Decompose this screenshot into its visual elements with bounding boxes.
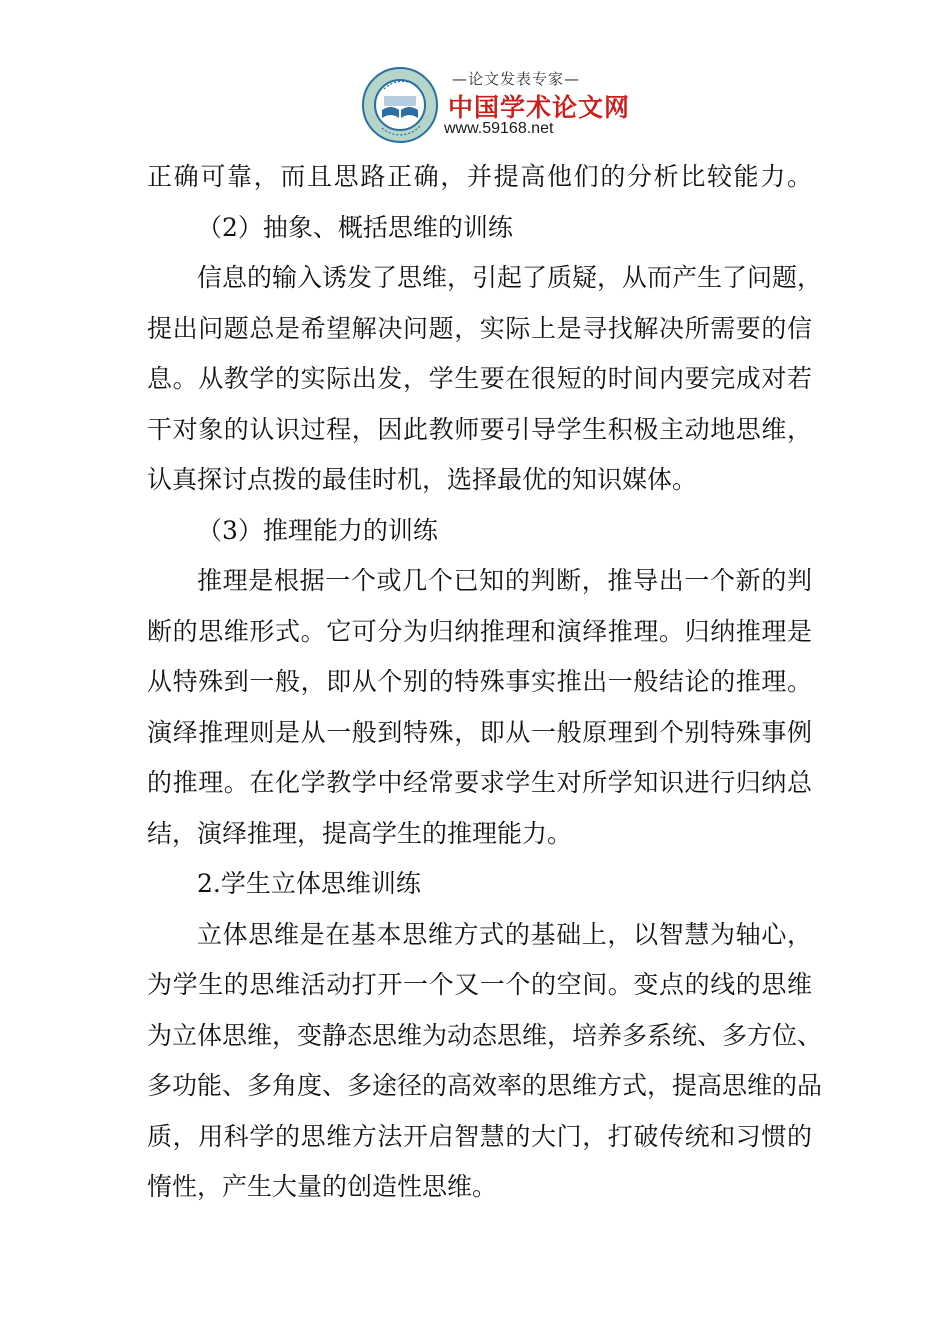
paragraph-line: 演绎推理则是从一般到特殊，即从一般原理到个别特殊事例	[147, 717, 812, 747]
paragraph-line: 推理是根据一个或几个已知的判断，推导出一个新的判	[197, 566, 812, 595]
section-heading: （3）推理能力的训练	[197, 515, 438, 545]
section-heading: 2.学生立体思维训练	[197, 869, 421, 898]
paragraph-line: 结，演绎推理，提高学生的推理能力。	[147, 818, 573, 848]
paragraph-line: 正确可靠，而且思路正确，并提高他们的分析比较能力。	[147, 162, 812, 191]
paragraph-line: 立体思维是在基本思维方式的基础上，以智慧为轴心，	[197, 919, 812, 949]
body-text	[147, 152, 823, 1213]
paragraph-line: 为学生的思维活动打开一个又一个的空间。变点的线的思维	[147, 970, 812, 999]
paragraph-line: 提出问题总是希望解决问题，实际上是寻找解决所需要的信	[147, 313, 812, 343]
paragraph-line: 质，用科学的思维方法开启智慧的大门，打破传统和习惯的	[147, 1121, 812, 1151]
site-logo[interactable]	[360, 66, 631, 144]
paragraph-line: 惰性，产生大量的创造性思维。	[147, 1172, 498, 1201]
seal-emblem-icon	[360, 66, 440, 144]
paragraph-line: 息。从教学的实际出发，学生要在很短的时间内要完成对若	[147, 364, 812, 393]
paragraph-line: 的推理。在化学教学中经常要求学生对所学知识进行归纳总	[147, 768, 812, 797]
logo-tagline: —论文发表专家—	[452, 70, 581, 88]
paragraph-line: 多功能、多角度、多途径的高效率的思维方式，提高思维的品	[147, 1071, 823, 1100]
paragraph-line: 从特殊到一般，即从个别的特殊事实推出一般结论的推理。	[147, 667, 812, 696]
logo-site-name: 中国学术论文网	[448, 93, 631, 122]
logo-site-url[interactable]: www.59168.net	[444, 120, 554, 137]
section-heading: （2）抽象、概括思维的训练	[197, 212, 513, 242]
paragraph-line: 信息的输入诱发了思维，引起了质疑，从而产生了问题，	[197, 263, 823, 292]
paragraph-line: 断的思维形式。它可分为归纳推理和演绎推理。归纳推理是	[147, 616, 812, 646]
paragraph-line: 干对象的认识过程，因此教师要引导学生积极主动地思维，	[147, 414, 812, 444]
paragraph-line: 为立体思维，变静态思维为动态思维，培养多系统、多方位、	[147, 1020, 823, 1050]
paragraph-line: 认真探讨点拨的最佳时机，选择最优的知识媒体。	[147, 465, 698, 494]
